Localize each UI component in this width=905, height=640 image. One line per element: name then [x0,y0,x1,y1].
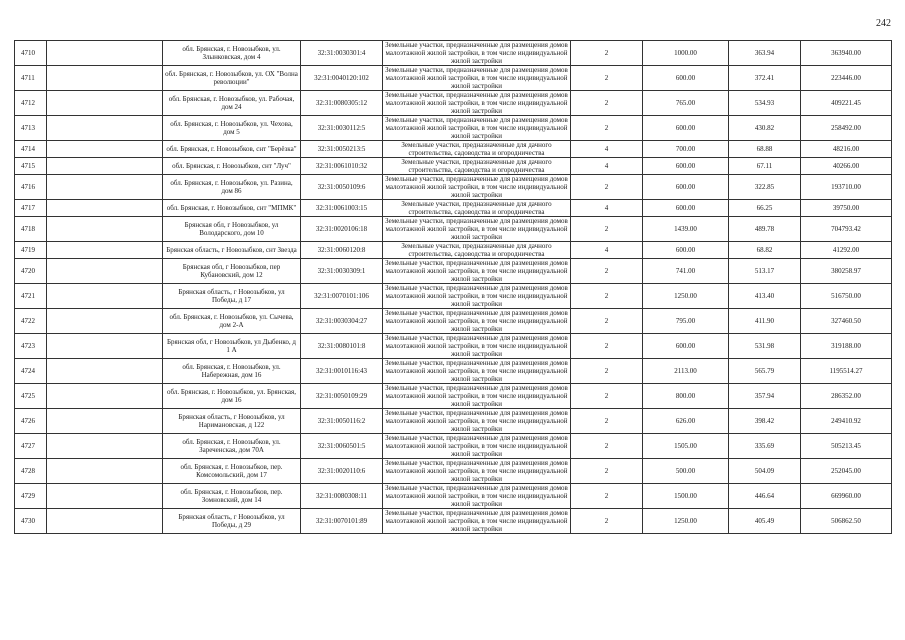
row-number-cell: 4730 [15,509,47,534]
row-number-cell: 4716 [15,175,47,200]
group-cell: 4 [571,141,643,158]
address-cell: обл. Брянская, г. Новозыбков, ул. Брянская, дом 16 [163,384,301,409]
empty-cell [47,284,163,309]
row-number-cell: 4715 [15,158,47,175]
empty-cell [47,384,163,409]
row-number-cell: 4712 [15,91,47,116]
table-row [15,484,892,509]
unit-value-cell: 446.64 [729,484,801,509]
row-number-cell: 4727 [15,434,47,459]
area-cell: 1505.00 [643,434,729,459]
cadastral-value-cell: 409221.45 [801,91,892,116]
cadastral-value-cell: 1195514.27 [801,359,892,384]
group-cell: 2 [571,359,643,384]
empty-cell [47,359,163,384]
cadastral-number-cell: 32:31:0070101:106 [301,284,383,309]
table-row [15,409,892,434]
address-cell: Брянская обл, г Новозыбков, ул Володарского, дом 10 [163,217,301,242]
cadastral-number-cell: 32:31:0020110:6 [301,459,383,484]
group-cell: 2 [571,484,643,509]
address-cell: обл. Брянская, г. Новозыбков, ул. ОХ "Волна революции" [163,66,301,91]
row-number-cell: 4720 [15,259,47,284]
row-number-cell: 4722 [15,309,47,334]
table-row [15,116,892,141]
cadastral-number-cell: 32:31:0050109:29 [301,384,383,409]
cadastral-number-cell: 32:31:0061003:15 [301,200,383,217]
cadastral-value-cell: 363940.00 [801,41,892,66]
land-use-cell: Земельные участки, предназначенные для размещения домов малоэтажной жилой застройки, в том числе индивидуальной жилой застройки [383,334,571,359]
group-cell: 2 [571,175,643,200]
land-use-cell: Земельные участки, предназначенные для размещения домов малоэтажной жилой застройки, в том числе индивидуальной жилой застройки [383,66,571,91]
empty-cell [47,509,163,534]
cadastral-value-cell: 249410.92 [801,409,892,434]
land-use-cell: Земельные участки, предназначенные для размещения домов малоэтажной жилой застройки, в том числе индивидуальной жилой застройки [383,359,571,384]
row-number-cell: 4729 [15,484,47,509]
page-number: 242 [876,18,891,29]
cadastral-number-cell: 32:31:0060120:8 [301,242,383,259]
empty-cell [47,217,163,242]
unit-value-cell: 489.78 [729,217,801,242]
table-row [15,200,892,217]
land-use-cell: Земельные участки, предназначенные для размещения домов малоэтажной жилой застройки, в том числе индивидуальной жилой застройки [383,284,571,309]
group-cell: 2 [571,434,643,459]
row-number-cell: 4723 [15,334,47,359]
empty-cell [47,409,163,434]
unit-value-cell: 513.17 [729,259,801,284]
area-cell: 700.00 [643,141,729,158]
unit-value-cell: 413.40 [729,284,801,309]
unit-value-cell: 357.94 [729,384,801,409]
group-cell: 2 [571,116,643,141]
land-use-cell: Земельные участки, предназначенные для размещения домов малоэтажной жилой застройки, в том числе индивидуальной жилой застройки [383,116,571,141]
cadastral-number-cell: 32:31:0070101:89 [301,509,383,534]
row-number-cell: 4711 [15,66,47,91]
cadastral-value-cell: 380258.97 [801,259,892,284]
group-cell: 2 [571,217,643,242]
land-use-cell: Земельные участки, предназначенные для размещения домов малоэтажной жилой застройки, в том числе индивидуальной жилой застройки [383,409,571,434]
group-cell: 2 [571,91,643,116]
address-cell: Брянская область, г Новозыбков, ул Победы, д 17 [163,284,301,309]
cadastral-value-cell: 41292.00 [801,242,892,259]
empty-cell [47,309,163,334]
area-cell: 600.00 [643,334,729,359]
row-number-cell: 4717 [15,200,47,217]
land-use-cell: Земельные участки, предназначенные для размещения домов малоэтажной жилой застройки, в том числе индивидуальной жилой застройки [383,217,571,242]
table-row [15,217,892,242]
address-cell: Брянская область, г Новозыбков, снт Звезда [163,242,301,259]
cadastral-number-cell: 32:31:0030309:1 [301,259,383,284]
table-row [15,158,892,175]
land-use-cell: Земельные участки, предназначенные для размещения домов малоэтажной жилой застройки, в том числе индивидуальной жилой застройки [383,259,571,284]
land-use-cell: Земельные участки, предназначенные для дачного строительства, садоводства и огородничества [383,200,571,217]
area-cell: 600.00 [643,116,729,141]
table-row [15,175,892,200]
group-cell: 2 [571,384,643,409]
land-use-cell: Земельные участки, предназначенные для размещения домов малоэтажной жилой застройки, в том числе индивидуальной жилой застройки [383,384,571,409]
land-use-cell: Земельные участки, предназначенные для дачного строительства, садоводства и огородничества [383,158,571,175]
land-use-cell: Земельные участки, предназначенные для размещения домов малоэтажной жилой застройки, в том числе индивидуальной жилой застройки [383,175,571,200]
group-cell: 4 [571,242,643,259]
area-cell: 600.00 [643,200,729,217]
unit-value-cell: 67.11 [729,158,801,175]
unit-value-cell: 411.90 [729,309,801,334]
cadastral-value-cell: 39750.00 [801,200,892,217]
group-cell: 2 [571,309,643,334]
table-row [15,384,892,409]
cadastral-value-cell: 505213.45 [801,434,892,459]
address-cell: обл. Брянская, г. Новозыбков, снт "Берёзка" [163,141,301,158]
area-cell: 800.00 [643,384,729,409]
cadastral-value-cell: 258492.00 [801,116,892,141]
table-row [15,359,892,384]
table-row [15,459,892,484]
land-use-cell: Земельные участки, предназначенные для размещения домов малоэтажной жилой застройки, в том числе индивидуальной жилой застройки [383,309,571,334]
area-cell: 795.00 [643,309,729,334]
unit-value-cell: 335.69 [729,434,801,459]
address-cell: обл. Брянская, г. Новозыбков, ул. Сычева, дом 2-А [163,309,301,334]
row-number-cell: 4719 [15,242,47,259]
address-cell: обл. Брянская, г. Новозыбков, пер. Зомновский, дом 14 [163,484,301,509]
unit-value-cell: 531.98 [729,334,801,359]
unit-value-cell: 565.79 [729,359,801,384]
row-number-cell: 4721 [15,284,47,309]
area-cell: 1250.00 [643,509,729,534]
address-cell: обл. Брянская, г. Новозыбков, ул. Рабочая, дом 24 [163,91,301,116]
cadastral-number-cell: 32:31:0080101:8 [301,334,383,359]
address-cell: обл. Брянская, г. Новозыбков, ул. Злынковская, дом 4 [163,41,301,66]
table-row [15,259,892,284]
row-number-cell: 4714 [15,141,47,158]
address-cell: Брянская область, г Новозыбков, ул Победы, д 29 [163,509,301,534]
unit-value-cell: 405.49 [729,509,801,534]
area-cell: 1250.00 [643,284,729,309]
cadastral-value-table [14,40,892,534]
unit-value-cell: 322.85 [729,175,801,200]
unit-value-cell: 372.41 [729,66,801,91]
row-number-cell: 4728 [15,459,47,484]
unit-value-cell: 504.09 [729,459,801,484]
table-row [15,242,892,259]
empty-cell [47,459,163,484]
group-cell: 2 [571,334,643,359]
land-use-cell: Земельные участки, предназначенные для размещения домов малоэтажной жилой застройки, в том числе индивидуальной жилой застройки [383,91,571,116]
cadastral-number-cell: 32:31:0020106:18 [301,217,383,242]
table-row [15,141,892,158]
empty-cell [47,434,163,459]
address-cell: обл. Брянская, г. Новозыбков, снт "Луч" [163,158,301,175]
cadastral-number-cell: 32:31:0050109:6 [301,175,383,200]
table-row [15,66,892,91]
unit-value-cell: 534.93 [729,91,801,116]
table-row [15,309,892,334]
row-number-cell: 4713 [15,116,47,141]
cadastral-value-cell: 286352.00 [801,384,892,409]
cadastral-number-cell: 32:31:0030112:5 [301,116,383,141]
area-cell: 1439.00 [643,217,729,242]
empty-cell [47,141,163,158]
address-cell: Брянская обл, г Новозыбков, пер Кубановский, дом 12 [163,259,301,284]
group-cell: 2 [571,284,643,309]
unit-value-cell: 66.25 [729,200,801,217]
empty-cell [47,158,163,175]
table-row [15,334,892,359]
table-row [15,509,892,534]
cadastral-value-cell: 516750.00 [801,284,892,309]
group-cell: 2 [571,66,643,91]
cadastral-number-cell: 32:31:0080305:12 [301,91,383,116]
cadastral-value-cell: 252045.00 [801,459,892,484]
empty-cell [47,175,163,200]
cadastral-number-cell: 32:31:0050213:5 [301,141,383,158]
table-row [15,91,892,116]
empty-cell [47,116,163,141]
land-use-cell: Земельные участки, предназначенные для размещения домов малоэтажной жилой застройки, в том числе индивидуальной жилой застройки [383,484,571,509]
cadastral-number-cell: 32:31:0050116:2 [301,409,383,434]
land-use-cell: Земельные участки, предназначенные для дачного строительства, садоводства и огородничества [383,141,571,158]
cadastral-number-cell: 32:31:0080308:11 [301,484,383,509]
area-cell: 1500.00 [643,484,729,509]
empty-cell [47,334,163,359]
empty-cell [47,66,163,91]
land-use-cell: Земельные участки, предназначенные для размещения домов малоэтажной жилой застройки, в том числе индивидуальной жилой застройки [383,509,571,534]
address-cell: обл. Брянская, г. Новозыбков, ул. Чехова, дом 5 [163,116,301,141]
area-cell: 2113.00 [643,359,729,384]
land-use-cell: Земельные участки, предназначенные для размещения домов малоэтажной жилой застройки, в том числе индивидуальной жилой застройки [383,434,571,459]
empty-cell [47,91,163,116]
address-cell: обл. Брянская, г. Новозыбков, ул. Набережная, дом 16 [163,359,301,384]
group-cell: 2 [571,509,643,534]
area-cell: 741.00 [643,259,729,284]
address-cell: обл. Брянская, г. Новозыбков, ул. Зареченская, дом 70А [163,434,301,459]
unit-value-cell: 430.82 [729,116,801,141]
cadastral-value-cell: 48216.00 [801,141,892,158]
group-cell: 4 [571,158,643,175]
area-cell: 600.00 [643,242,729,259]
empty-cell [47,484,163,509]
address-cell: Брянская обл, г Новозыбков, ул Дыбенко, д 1 А [163,334,301,359]
address-cell: обл. Брянская, г. Новозыбков, пер. Комсомольский, дом 17 [163,459,301,484]
cadastral-value-cell: 327460.50 [801,309,892,334]
empty-cell [47,200,163,217]
group-cell: 4 [571,200,643,217]
table-row [15,434,892,459]
empty-cell [47,242,163,259]
area-cell: 600.00 [643,175,729,200]
cadastral-number-cell: 32:31:0030301:4 [301,41,383,66]
cadastral-value-cell: 704793.42 [801,217,892,242]
unit-value-cell: 68.88 [729,141,801,158]
empty-cell [47,259,163,284]
cadastral-value-cell: 223446.00 [801,66,892,91]
cadastral-number-cell: 32:31:0060501:5 [301,434,383,459]
land-use-cell: Земельные участки, предназначенные для размещения домов малоэтажной жилой застройки, в том числе индивидуальной жилой застройки [383,459,571,484]
area-cell: 600.00 [643,158,729,175]
group-cell: 2 [571,459,643,484]
table-row [15,41,892,66]
group-cell: 2 [571,259,643,284]
cadastral-value-cell: 40266.00 [801,158,892,175]
row-number-cell: 4710 [15,41,47,66]
area-cell: 600.00 [643,66,729,91]
cadastral-value-cell: 193710.00 [801,175,892,200]
address-cell: Брянская область, г Новозыбков, ул Наримановская, д 122 [163,409,301,434]
address-cell: обл. Брянская, г. Новозыбков, ул. Разина, дом 86 [163,175,301,200]
unit-value-cell: 68.82 [729,242,801,259]
area-cell: 500.00 [643,459,729,484]
cadastral-number-cell: 32:31:0010116:43 [301,359,383,384]
area-cell: 765.00 [643,91,729,116]
row-number-cell: 4725 [15,384,47,409]
row-number-cell: 4718 [15,217,47,242]
group-cell: 2 [571,41,643,66]
empty-cell [47,41,163,66]
cadastral-value-cell: 506862.50 [801,509,892,534]
table-row [15,284,892,309]
area-cell: 1000.00 [643,41,729,66]
land-use-cell: Земельные участки, предназначенные для размещения домов малоэтажной жилой застройки, в том числе индивидуальной жилой застройки [383,41,571,66]
unit-value-cell: 363.94 [729,41,801,66]
cadastral-number-cell: 32:31:0061010:32 [301,158,383,175]
address-cell: обл. Брянская, г. Новозыбков, снт "МПМК" [163,200,301,217]
land-use-cell: Земельные участки, предназначенные для дачного строительства, садоводства и огородничества [383,242,571,259]
cadastral-number-cell: 32:31:0040120:102 [301,66,383,91]
unit-value-cell: 398.42 [729,409,801,434]
row-number-cell: 4726 [15,409,47,434]
cadastral-value-cell: 669960.00 [801,484,892,509]
group-cell: 2 [571,409,643,434]
area-cell: 626.00 [643,409,729,434]
cadastral-value-cell: 319188.00 [801,334,892,359]
row-number-cell: 4724 [15,359,47,384]
table-body [15,41,892,534]
cadastral-number-cell: 32:31:0030304:27 [301,309,383,334]
